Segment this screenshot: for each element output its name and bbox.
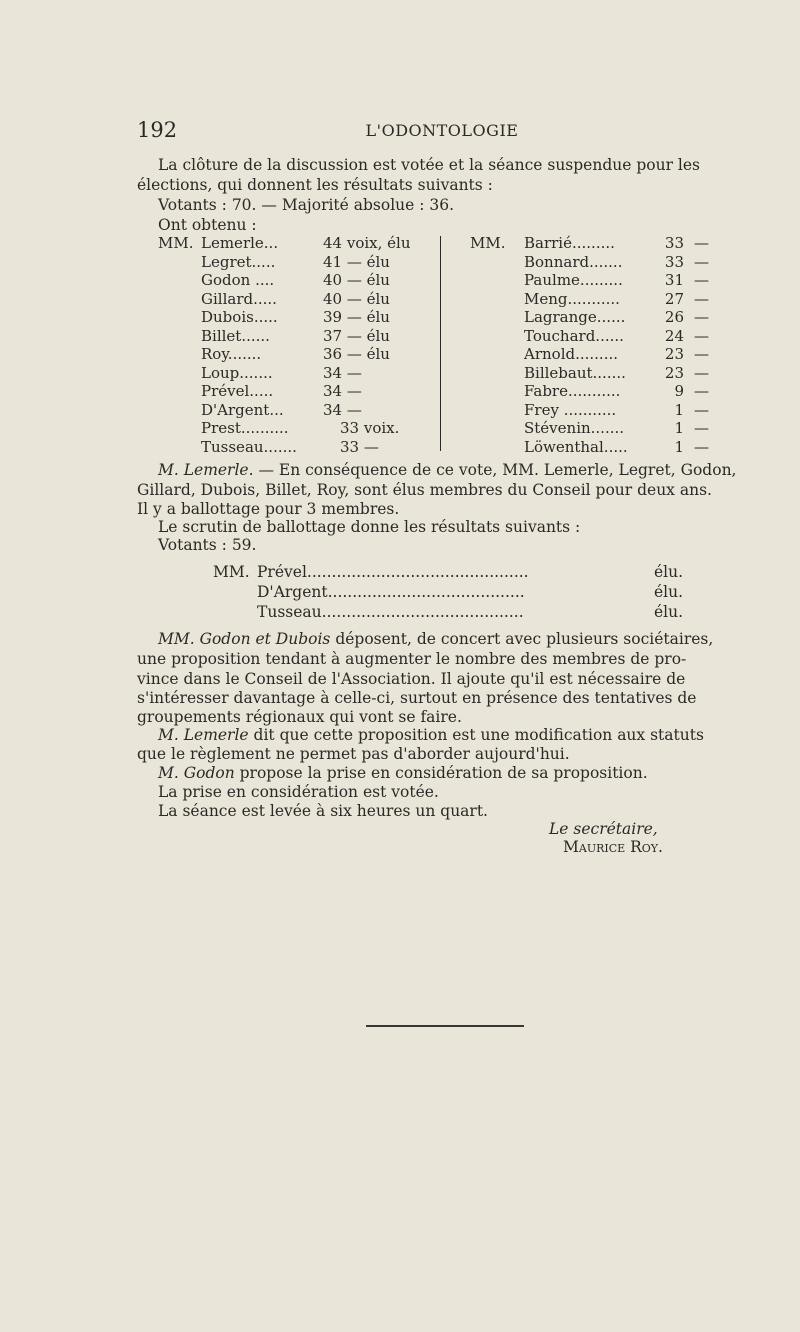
result-row (158, 401, 440, 420)
candidate-votes: 9 (674, 382, 684, 400)
paragraph-line (158, 764, 648, 782)
candidate-name: Stévenin....... (524, 419, 625, 437)
candidate-name: Prével..... (201, 382, 274, 400)
candidate-votes: 1 (674, 400, 684, 419)
candidate-status: — (694, 345, 709, 363)
result-row (158, 308, 440, 327)
results-left-column (158, 234, 440, 456)
candidate-votes: 33 voix. (340, 419, 400, 437)
candidate-name: Fabre........... (524, 382, 621, 400)
secretary-title: Le secrétaire, (549, 820, 658, 838)
candidate-status: — (694, 363, 709, 382)
candidate-name: Legret..... (201, 252, 276, 271)
result-row (158, 271, 440, 290)
result-row (158, 438, 440, 457)
candidate-votes: 34 — (323, 400, 362, 419)
speech-text: déposent, de concert avec plusieurs sociétaires, (330, 630, 714, 648)
result-row (442, 290, 738, 309)
result-row (158, 364, 440, 383)
paragraph-line (158, 726, 704, 744)
result-row (442, 253, 738, 272)
column-divider (440, 236, 441, 451)
candidate-votes: 44 voix, élu (323, 234, 411, 252)
paragraph-line: Le scrutin de ballottage donne les résultats suivants : (158, 518, 581, 536)
page-header (137, 118, 747, 146)
paragraph-line: élections, qui donnent les résultats suivants : (137, 176, 493, 194)
paragraph-line: groupements régionaux qui vont se faire. (137, 708, 462, 726)
secretary-name: Maurice Roy. (563, 838, 663, 856)
paragraph-line: que le règlement ne permet pas d'aborder aujourd'hui. (137, 745, 570, 763)
paragraph-line: vince dans le Conseil de l'Association. Il ajoute qu'il est nécessaire de (137, 670, 686, 688)
result-row (442, 382, 738, 401)
candidate-status: — (694, 382, 709, 400)
candidate-votes: 1 (674, 437, 684, 456)
candidate-name: Billet...... (201, 326, 270, 345)
speaker-name: M. Godon (158, 764, 235, 782)
candidate-name: D'Argent........................................ (257, 583, 525, 601)
candidate-name: Touchard...... (524, 326, 624, 345)
candidate-status: — (694, 271, 709, 289)
paragraph-line: La séance est levée à six heures un quart. (158, 802, 488, 820)
result-row (158, 345, 440, 364)
candidate-votes: 26 (664, 308, 684, 326)
candidate-name: Dubois..... (201, 308, 278, 326)
section-rule (366, 1025, 524, 1027)
candidate-votes: 1 (674, 419, 684, 437)
candidate-name: Billebaut....... (524, 363, 626, 382)
votants-line: Votants : 70. — Majorité absolue : 36. (158, 196, 455, 214)
candidate-name: Tusseau......................................... (257, 603, 524, 621)
candidate-votes: 23 (664, 345, 684, 363)
candidate-status: — (694, 252, 709, 271)
candidate-votes: 40 — élu (323, 289, 390, 308)
result-row (442, 327, 738, 346)
candidate-name: Lagrange...... (524, 308, 626, 326)
speaker-name: M. Lemerle. (158, 461, 254, 479)
result-row (442, 419, 738, 438)
ballot-result: élu. (653, 583, 683, 601)
candidate-votes: 23 (664, 363, 684, 382)
paragraph-line: La clôture de la discussion est votée et la séance suspendue pour les (158, 156, 700, 174)
ballot-row (213, 582, 683, 602)
candidate-votes: 37 — élu (323, 326, 390, 345)
paragraph-line: s'intéresser davantage à celle-ci, surtout en présence des tentatives de (137, 689, 697, 707)
candidate-votes: 39 — élu (323, 308, 390, 326)
votants-line: Votants : 59. (158, 536, 257, 554)
result-row (442, 345, 738, 364)
paragraph-line (158, 461, 736, 479)
candidate-name: Bonnard....... (524, 252, 623, 271)
candidate-name: Prest.......... (201, 419, 289, 437)
result-row (158, 253, 440, 272)
candidate-name: Paulme......... (524, 271, 623, 289)
candidate-name: Barrié......... (524, 234, 615, 252)
result-row (442, 271, 738, 290)
candidate-votes: 40 — élu (323, 271, 390, 289)
paragraph-line: Il y a ballottage pour 3 membres. (137, 500, 400, 518)
candidate-name: Roy....... (201, 345, 262, 363)
candidate-status: — (694, 326, 709, 345)
candidate-name: D'Argent... (201, 400, 284, 419)
paragraph-line (158, 630, 713, 648)
candidate-status: — (694, 437, 709, 456)
candidate-status: — (694, 234, 709, 252)
mm-label: MM. (470, 234, 506, 252)
candidate-votes: 34 — (323, 382, 362, 400)
candidate-status: — (694, 419, 709, 437)
election-results-table (158, 234, 738, 456)
result-row (442, 308, 738, 327)
candidate-name: Arnold......... (524, 345, 619, 363)
result-row (158, 234, 440, 253)
mm-label: MM. (213, 563, 250, 581)
speech-text: — En conséquence de ce vote, MM. Lemerle, Legret, Godon, (253, 461, 737, 479)
candidate-status: — (694, 289, 709, 308)
candidate-votes: 41 — élu (323, 252, 390, 271)
candidate-name: Gillard..... (201, 289, 277, 308)
ballot-row (213, 562, 683, 582)
ballot-results-table (213, 562, 683, 622)
speaker-name: MM. Godon et Dubois (158, 630, 331, 648)
results-right-column (442, 234, 738, 456)
candidate-votes: 27 (664, 289, 684, 308)
candidate-votes: 34 — (323, 363, 362, 382)
result-row (158, 290, 440, 309)
result-row (158, 327, 440, 346)
speech-text: propose la prise en considération de sa proposition. (234, 764, 648, 782)
candidate-name: Loup....... (201, 363, 273, 382)
candidate-name: Prével............................................. (257, 563, 529, 581)
paragraph-line: une proposition tendant à augmenter le nombre des membres de pro- (137, 650, 687, 668)
result-row (442, 401, 738, 420)
running-title: L'ODONTOLOGIE (365, 121, 519, 140)
result-row (158, 382, 440, 401)
result-row (442, 438, 738, 457)
candidate-status: — (694, 400, 709, 419)
candidate-votes: 33 — (340, 437, 379, 456)
mm-label: MM. (158, 234, 194, 252)
result-row (442, 234, 738, 253)
speech-text: dit que cette proposition est une modification aux statuts (248, 726, 704, 744)
candidate-votes: 36 — élu (323, 345, 390, 363)
candidate-votes: 33 (664, 252, 684, 271)
speaker-name: M. Lemerle (158, 726, 249, 744)
ballot-result: élu. (653, 603, 683, 621)
candidate-name: Löwenthal..... (524, 437, 628, 456)
candidate-name: Godon .... (201, 271, 275, 289)
ballot-row (213, 602, 683, 622)
paragraph-line: La prise en considération est votée. (158, 783, 439, 801)
paragraph-line: Gillard, Dubois, Billet, Roy, sont élus membres du Conseil pour deux ans. (137, 481, 712, 499)
candidate-name: Meng........... (524, 289, 620, 308)
candidate-votes: 33 (664, 234, 684, 252)
obtenu-line: Ont obtenu : (158, 216, 257, 234)
page-number: 192 (137, 118, 178, 142)
candidate-votes: 31 (664, 271, 684, 289)
result-row (442, 364, 738, 383)
candidate-status: — (694, 308, 709, 326)
candidate-votes: 24 (664, 326, 684, 345)
ballot-result: élu. (653, 563, 683, 581)
candidate-name: Lemerle... (201, 234, 279, 252)
candidate-name: Tusseau....... (201, 437, 297, 456)
candidate-name: Frey ........... (524, 400, 617, 419)
result-row (158, 419, 440, 438)
